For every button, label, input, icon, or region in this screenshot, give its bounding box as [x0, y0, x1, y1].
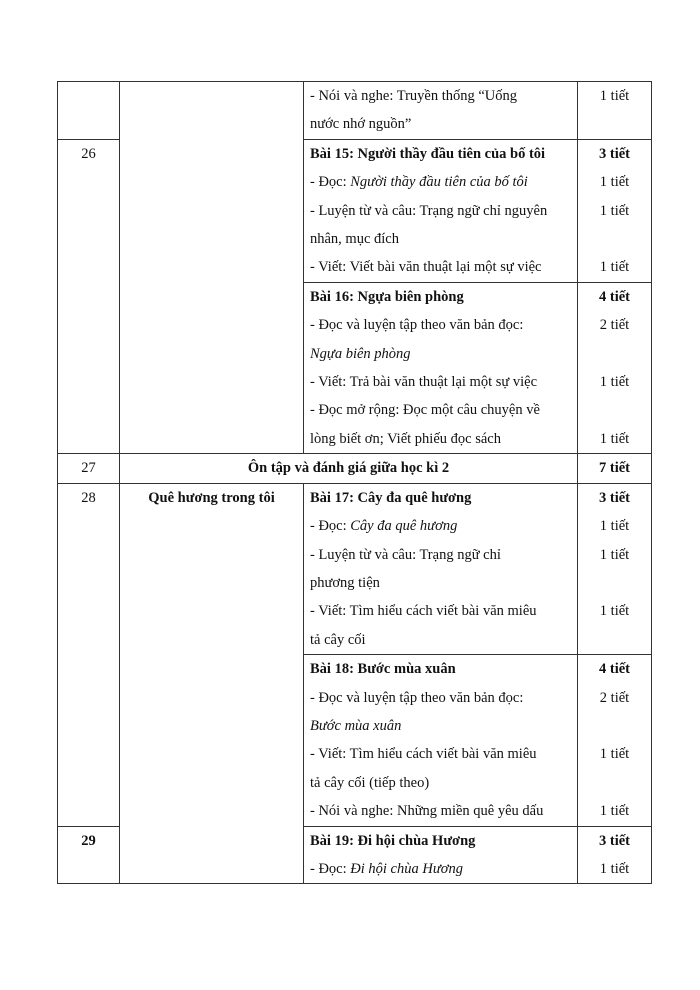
lesson-title: Bài 16: Ngựa biên phòng [310, 288, 464, 305]
week-cell [58, 82, 120, 140]
lesson-content: Bài 18: Bước mùa xuân - Đọc và luyện tập theo văn bản đọc: Bước mùa xuân - Viết: Tìm hiểu cách viết bài văn miêu tả cây cối (tiếp theo) - Nói và nghe: Những miền quê yêu dấu [304, 655, 578, 826]
periods-cell: 3 tiết 1 tiết 1 tiết 1 tiết [578, 483, 652, 654]
lesson-content: Bài 15: Người thầy đầu tiên của bố tôi - Đọc: Người thầy đầu tiên của bố tôi - Luyện từ và câu: Trạng ngữ chỉ nguyên nhân, mục đích - Viết: Viết bài văn thuật lại một sự việc [304, 139, 578, 282]
lesson-title: Bài 18: Bước mùa xuân [310, 661, 456, 678]
week-cell: 27 [58, 454, 120, 483]
week-cell: 29 [58, 826, 120, 884]
topic-cell: Quê hương trong tôi [120, 483, 304, 884]
periods-cell: 3 tiết 1 tiết [578, 826, 652, 884]
midterm-review-label: Ôn tập và đánh giá giữa học kì 2 [120, 454, 578, 483]
lesson-content: Bài 16: Ngựa biên phòng - Đọc và luyện tập theo văn bản đọc: Ngựa biên phòng - Viết: Trả bài văn thuật lại một sự việc - Đọc mở rộng: Đọc một câu chuyện về lòng biết ơn; Viết phiếu đọc sách [304, 282, 578, 453]
periods-cell: 3 tiết 1 tiết 1 tiết 1 tiết [578, 139, 652, 282]
periods-cell: 7 tiết [578, 454, 652, 483]
lesson-content: - Nói và nghe: Truyền thống “Uống nước nhớ nguồn” [304, 82, 578, 140]
week-cell: 28 [58, 483, 120, 826]
periods-cell: 4 tiết 2 tiết 1 tiết 1 tiết [578, 282, 652, 453]
lesson-title: Bài 17: Cây đa quê hương [310, 489, 472, 506]
topic-cell [120, 82, 304, 454]
week-cell: 26 [58, 139, 120, 453]
lesson-content: Bài 19: Đi hội chùa Hương - Đọc: Đi hội chùa Hương [304, 826, 578, 884]
lesson-content: Bài 17: Cây đa quê hương - Đọc: Cây đa quê hương - Luyện từ và câu: Trạng ngữ chỉ phương tiện - Viết: Tìm hiểu cách viết bài văn miêu tả cây cối [304, 483, 578, 654]
lesson-title: Bài 19: Đi hội chùa Hương [310, 832, 476, 849]
periods-cell: 1 tiết [578, 82, 652, 140]
table-row [58, 483, 652, 654]
lesson-title: Bài 15: Người thầy đầu tiên của bố tôi [310, 145, 546, 162]
table-row [58, 454, 652, 483]
periods-cell: 4 tiết 2 tiết 1 tiết 1 tiết [578, 655, 652, 826]
curriculum-table [57, 81, 652, 884]
table-row [58, 82, 652, 140]
